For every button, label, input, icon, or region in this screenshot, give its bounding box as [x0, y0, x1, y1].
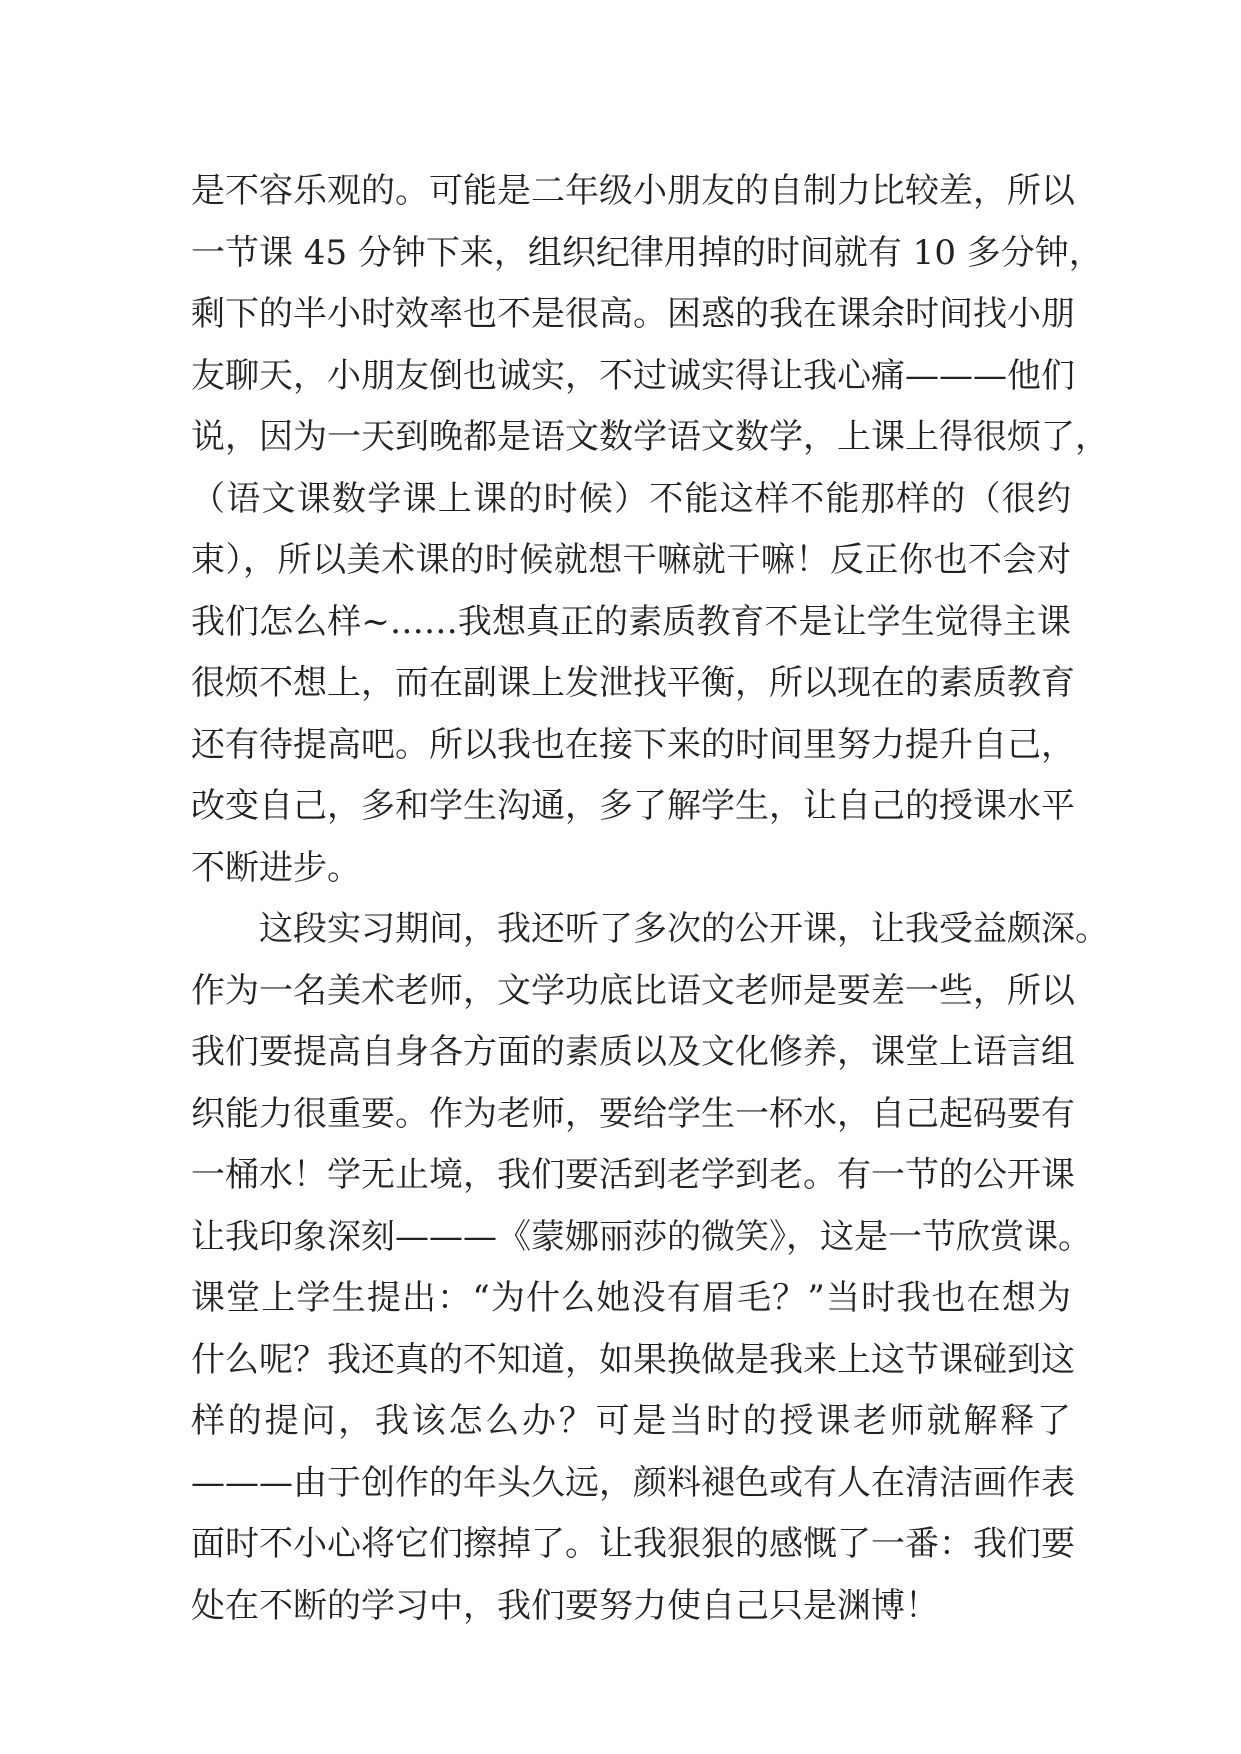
text-line: 束），所以美术课的时候就想干嘛就干嘛！反正你也不会对 [191, 540, 1071, 580]
text-line: 友聊天，小朋友倒也诚实，不过诚实得让我心痛———他们 [191, 355, 1075, 396]
text-line: 很烦不想上，而在副课上发泄找平衡，所以现在的素质教育 [191, 663, 1075, 703]
text-line: 我们要提高自身各方面的素质以及文化修养，课堂上语言组 [191, 1032, 1075, 1072]
text-line: （语文课数学课上课的时候）不能这样不能那样的（很约 [191, 478, 1071, 519]
text-line: 样的提问，我该怎么办？可是当时的授课老师就解释了 [191, 1401, 1071, 1441]
text-line: 是不容乐观的。可能是二年级小朋友的自制力比较差，所以 [191, 171, 1075, 211]
text-line: 什么呢？我还真的不知道，如果换做是我来上这节课碰到这 [191, 1339, 1075, 1380]
text-line: 面时不小心将它们擦掉了。让我狠狠的感慨了一番：我们要 [191, 1524, 1075, 1564]
text-line: 处在不断的学习中，我们要努力使自己只是渊博！ [191, 1585, 939, 1626]
text-line: 我们怎么样~……我想真正的素质教育不是让学生觉得主课 [191, 601, 1071, 642]
text-line: 织能力很重要。作为老师，要给学生一杯水，自己起码要有 [191, 1093, 1075, 1134]
text-line: 说，因为一天到晚都是语文数学语文数学，上课上得很烦了， [191, 417, 1109, 457]
text-line: 作为一名美术老师，文学功底比语文老师是要差一些，所以 [191, 970, 1075, 1011]
text-line: 课堂上学生提出：“为什么她没有眉毛？”当时我也在想为 [191, 1278, 1071, 1318]
text-line: 还有待提高吧。所以我也在接下来的时间里努力提升自己， [191, 724, 1075, 765]
body-text [191, 161, 1109, 1637]
text-line: ———由于创作的年头久远，颜料褪色或有人在清洁画作表 [191, 1462, 1075, 1503]
text-line: 剩下的半小时效率也不是很高。困惑的我在课余时间找小朋 [191, 294, 1075, 334]
text-line: 让我印象深刻———《蒙娜丽莎的微笑》，这是一节欣赏课。 [191, 1216, 1092, 1257]
text-line: 一桶水！学无止境，我们要活到老学到老。有一节的公开课 [191, 1155, 1075, 1195]
text-line: 一节课 45 分钟下来，组织纪律用掉的时间就有 10 多分钟， [191, 232, 1103, 273]
text-line: 不断进步。 [191, 847, 361, 888]
paragraph-first-line: 这段实习期间，我还听了多次的公开课，让我受益颇深。 [259, 909, 1109, 949]
text-line: 改变自己，多和学生沟通，多了解学生，让自己的授课水平 [191, 786, 1075, 826]
